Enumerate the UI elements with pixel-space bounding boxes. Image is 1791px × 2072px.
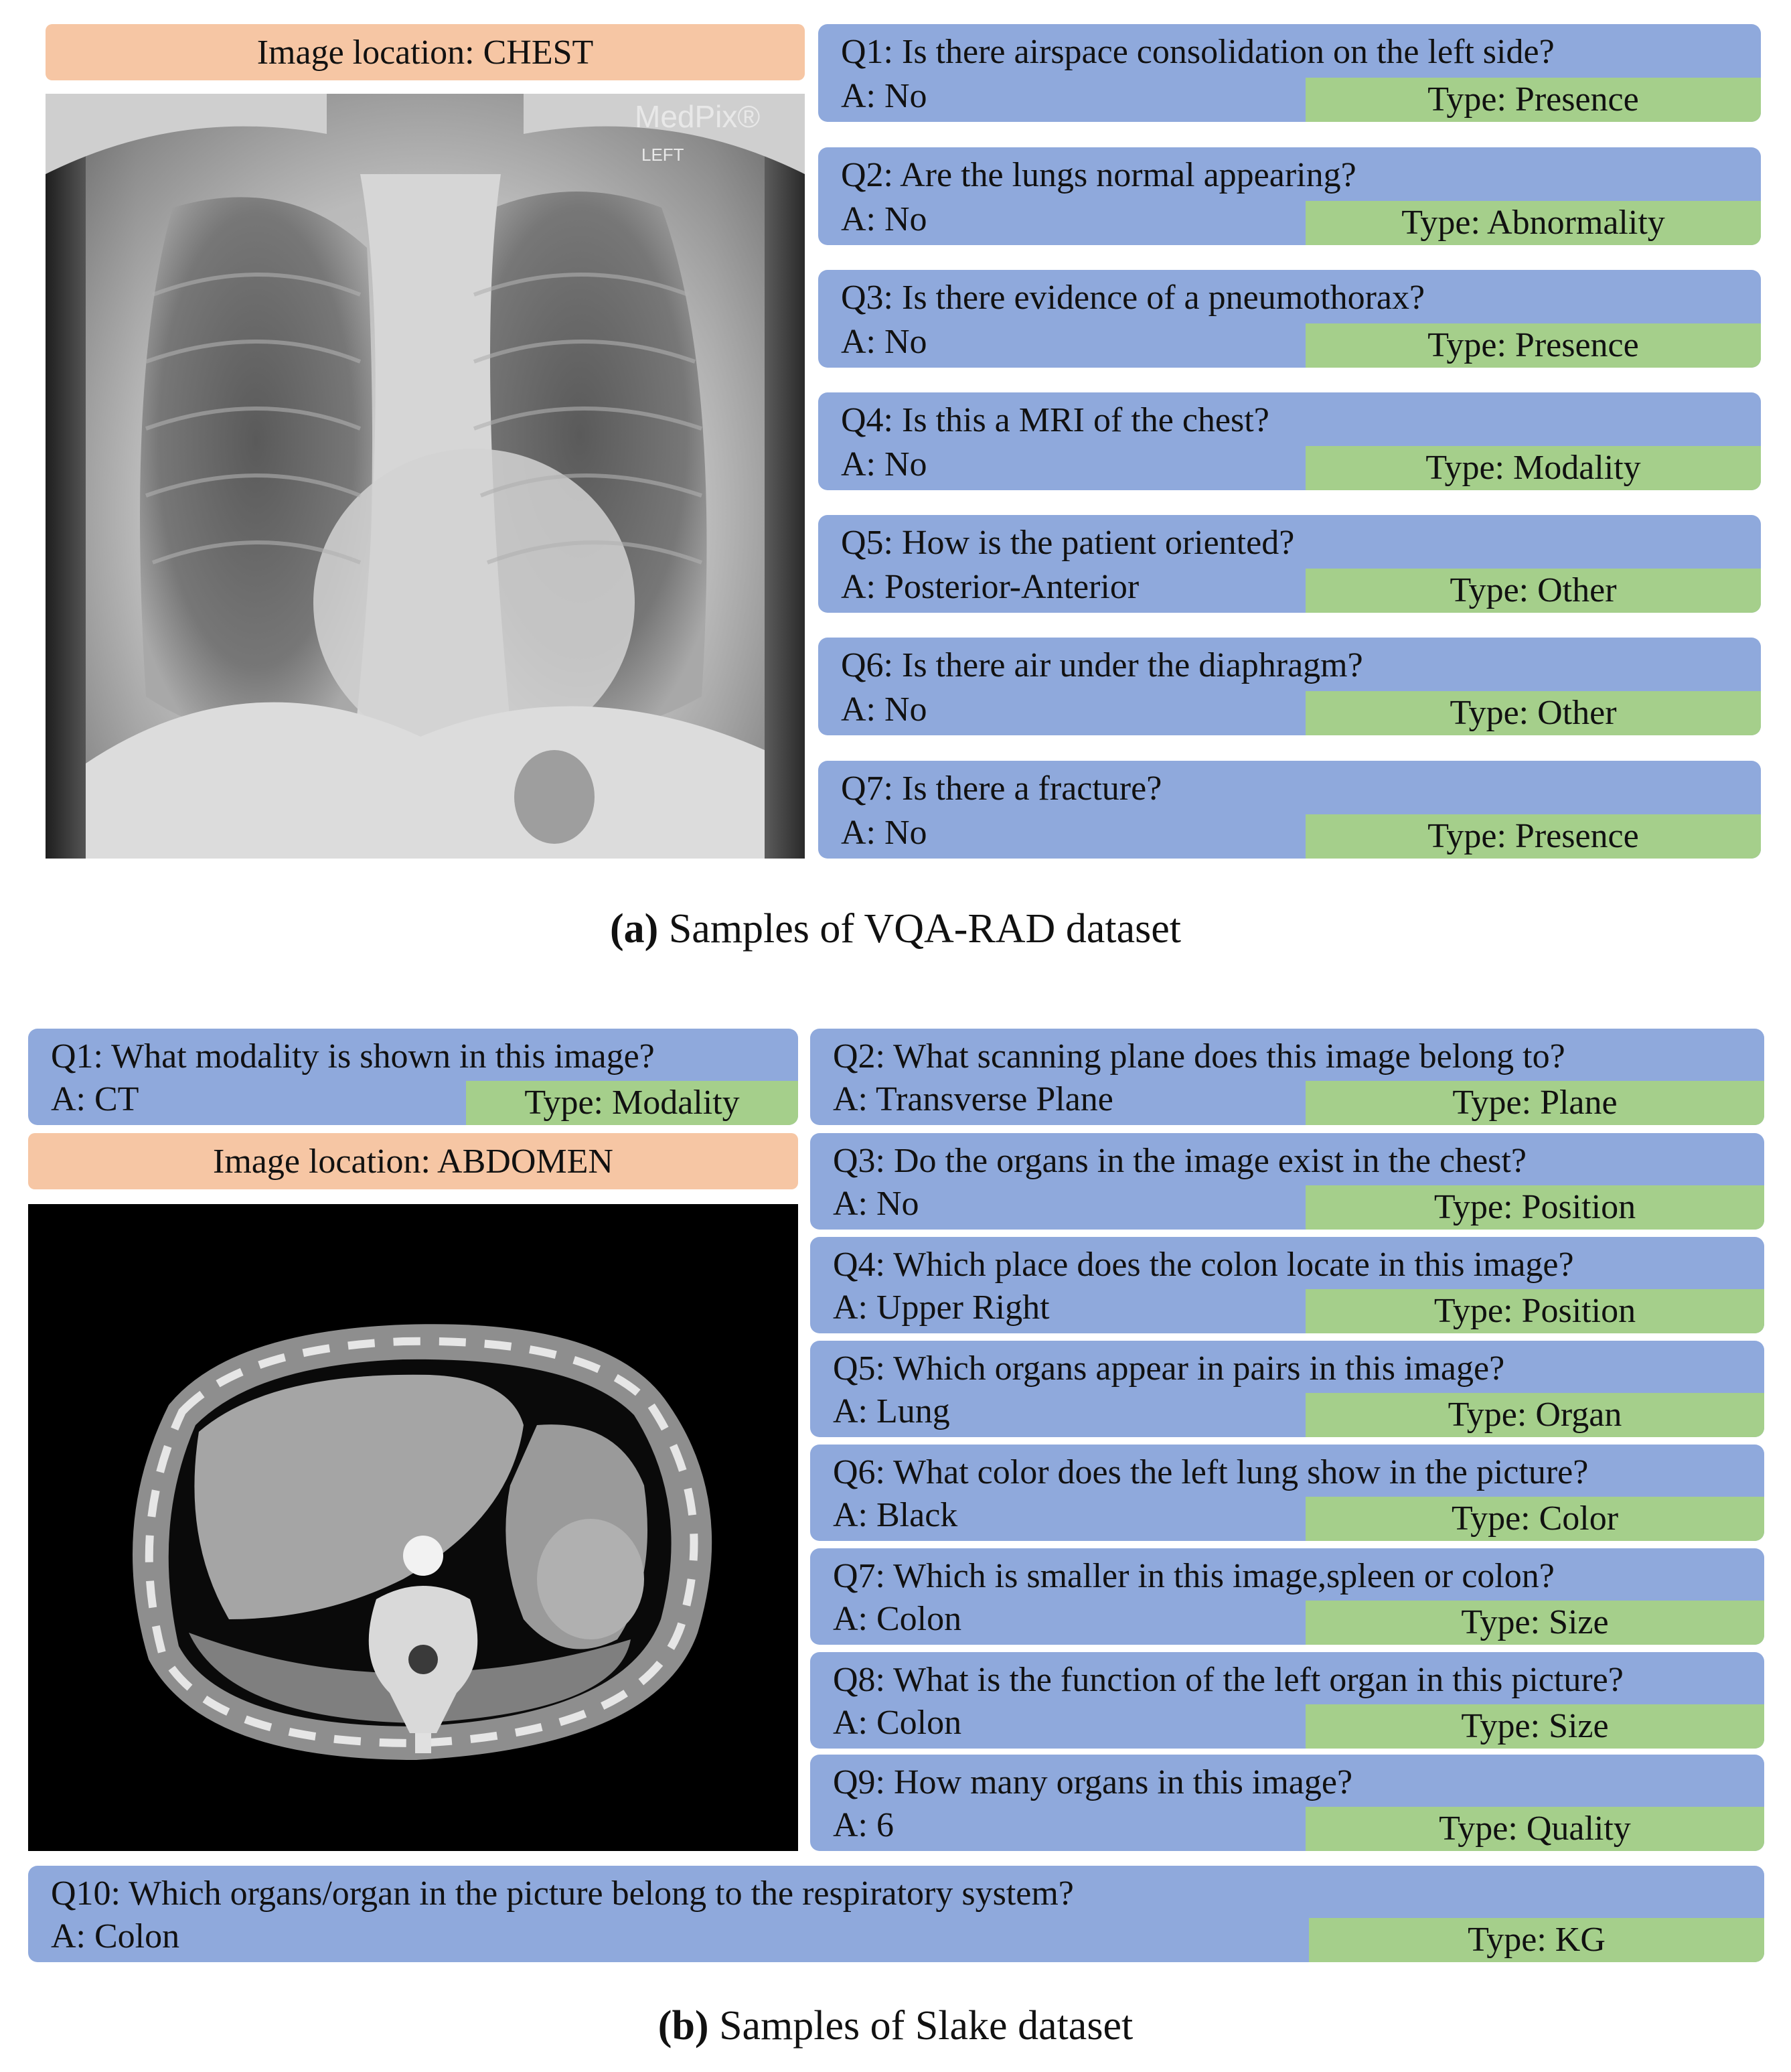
qa-card-a7 xyxy=(818,761,1761,859)
type-tag: Type: Quality xyxy=(1306,1807,1764,1851)
image-location-label: Image location: ABDOMEN xyxy=(213,1142,613,1181)
type-tag: Type: Presence xyxy=(1306,78,1761,122)
answer-text: A: Transverse Plane xyxy=(833,1080,1113,1119)
answer-text: A: Posterior-Anterior xyxy=(841,568,1140,607)
type-tag: Type: Modality xyxy=(1306,446,1761,490)
caption-b xyxy=(0,2002,1791,2050)
qa-card-a5 xyxy=(818,515,1761,613)
caption-text: Samples of VQA-RAD dataset xyxy=(658,906,1181,952)
answer-text: A: 6 xyxy=(833,1806,894,1845)
caption-label: (a) xyxy=(610,906,659,952)
qa-card-b3 xyxy=(810,1133,1764,1230)
answer-text: A: Upper Right xyxy=(833,1288,1050,1327)
qa-card-a4 xyxy=(818,392,1761,490)
image-location-tag xyxy=(46,24,805,80)
question-text: Q6: What color does the left lung show in the picture? xyxy=(833,1453,1589,1491)
type-tag: Type: Plane xyxy=(1306,1081,1764,1125)
answer-text: A: No xyxy=(841,690,927,729)
abdomen-ct-graphic xyxy=(28,1204,798,1851)
type-tag: Type: Other xyxy=(1306,691,1761,735)
type-tag: Type: Position xyxy=(1306,1185,1764,1230)
question-text: Q2: Are the lungs normal appearing? xyxy=(841,156,1356,194)
qa-card-b4 xyxy=(810,1237,1764,1333)
answer-text: A: No xyxy=(841,200,927,239)
answer-text: A: No xyxy=(841,814,927,853)
chest-xray-image xyxy=(46,94,805,859)
question-text: Q1: What modality is shown in this image? xyxy=(51,1037,655,1076)
qa-card-b5 xyxy=(810,1341,1764,1437)
answer-text: A: Colon xyxy=(833,1600,962,1639)
question-text: Q1: Is there airspace consolidation on the left side? xyxy=(841,33,1555,71)
answer-text: A: Colon xyxy=(833,1704,962,1743)
qa-card-a6 xyxy=(818,638,1761,735)
type-tag: Type: Abnormality xyxy=(1306,201,1761,245)
caption-text: Samples of Slake dataset xyxy=(708,2003,1134,2049)
type-tag: Type: Color xyxy=(1306,1497,1764,1541)
question-text: Q9: How many organs in this image? xyxy=(833,1763,1353,1801)
question-text: Q3: Is there evidence of a pneumothorax? xyxy=(841,279,1425,317)
question-text: Q5: How is the patient oriented? xyxy=(841,524,1295,562)
answer-text: A: No xyxy=(841,77,927,116)
qa-card-a2 xyxy=(818,147,1761,245)
answer-text: A: No xyxy=(841,323,927,362)
question-text: Q4: Which place does the colon locate in this image? xyxy=(833,1246,1574,1284)
answer-text: A: Colon xyxy=(51,1917,180,1956)
type-tag: Type: Position xyxy=(1306,1289,1764,1333)
qa-card-b10 xyxy=(28,1866,1764,1962)
type-tag: Type: Size xyxy=(1306,1704,1764,1749)
type-tag: Type: Modality xyxy=(466,1081,798,1125)
qa-card-b1 xyxy=(28,1029,798,1125)
type-tag: Type: Organ xyxy=(1306,1393,1764,1437)
question-text: Q6: Is there air under the diaphragm? xyxy=(841,646,1363,684)
caption-a xyxy=(0,905,1791,953)
type-tag: Type: Presence xyxy=(1306,814,1761,859)
answer-text: A: Lung xyxy=(833,1392,950,1431)
image-location-tag xyxy=(28,1133,798,1189)
caption-label: (b) xyxy=(657,2003,709,2049)
question-text: Q10: Which organs/organ in the picture belong to the respiratory system? xyxy=(51,1874,1074,1913)
question-text: Q3: Do the organs in the image exist in the chest? xyxy=(833,1142,1527,1180)
chest-xray-graphic xyxy=(46,94,805,859)
question-text: Q5: Which organs appear in pairs in this image? xyxy=(833,1349,1505,1388)
abdomen-ct-image xyxy=(28,1204,798,1851)
question-text: Q4: Is this a MRI of the chest? xyxy=(841,401,1269,439)
answer-text: A: No xyxy=(841,445,927,484)
qa-card-b8 xyxy=(810,1652,1764,1749)
watermark: MedPix® xyxy=(635,99,761,134)
type-tag: Type: Presence xyxy=(1306,323,1761,368)
qa-card-a1 xyxy=(818,24,1761,122)
answer-text: A: Black xyxy=(833,1496,958,1535)
watermark-sub: LEFT xyxy=(641,145,684,165)
answer-text: A: CT xyxy=(51,1080,139,1119)
image-location-label: Image location: CHEST xyxy=(256,33,594,72)
type-tag: Type: Other xyxy=(1306,569,1761,613)
type-tag: Type: Size xyxy=(1306,1601,1764,1645)
question-text: Q7: Is there a fracture? xyxy=(841,769,1162,808)
qa-card-b9 xyxy=(810,1755,1764,1851)
question-text: Q8: What is the function of the left organ in this picture? xyxy=(833,1661,1624,1699)
qa-card-b7 xyxy=(810,1548,1764,1645)
qa-card-b6 xyxy=(810,1445,1764,1541)
qa-card-b2 xyxy=(810,1029,1764,1125)
question-text: Q2: What scanning plane does this image belong to? xyxy=(833,1037,1565,1076)
answer-text: A: No xyxy=(833,1185,919,1224)
question-text: Q7: Which is smaller in this image,spleen or colon? xyxy=(833,1557,1555,1595)
qa-card-a3 xyxy=(818,270,1761,368)
type-tag: Type: KG xyxy=(1309,1918,1764,1962)
